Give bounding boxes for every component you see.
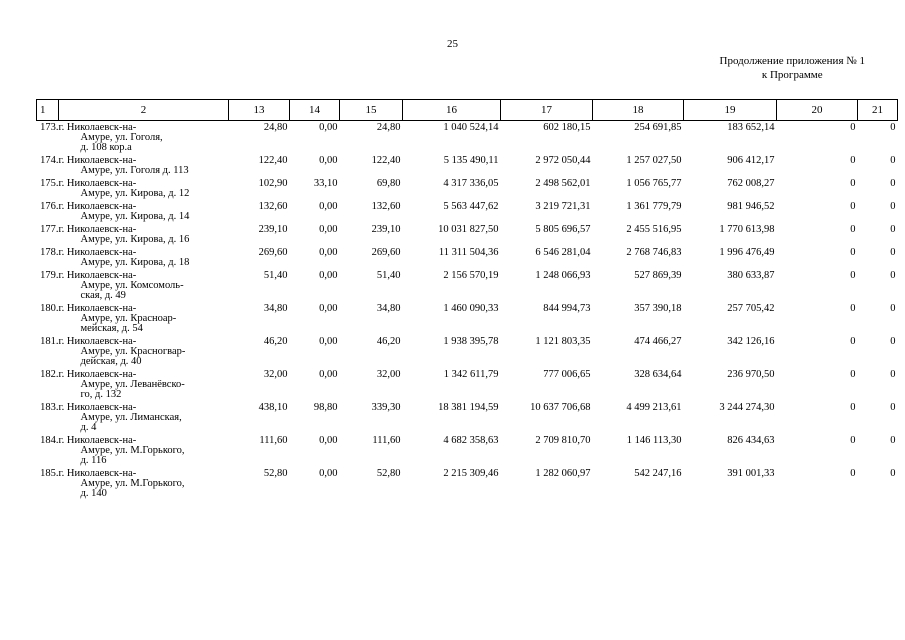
address-line: Амуре, ул. Гоголя, (80, 132, 163, 143)
table-body (37, 121, 898, 501)
cell-c14: 0,00 (319, 435, 338, 446)
address-cell (59, 200, 229, 223)
cell-c14: 0,00 (319, 303, 338, 314)
cell-c15: 111,60 (372, 435, 401, 446)
cell-c13: 52,80 (263, 468, 288, 479)
address-cell (59, 335, 229, 368)
cell-c16: 1 040 524,14 (443, 122, 499, 133)
address-line: г. Николаевск-на- (58, 178, 137, 189)
cell-c15: 269,60 (371, 247, 401, 258)
address-line: Амуре, ул. Кирова, д. 18 (80, 257, 190, 268)
cell-c13: 122,40 (258, 155, 288, 166)
cell-c19: 3 244 274,30 (719, 402, 775, 413)
cell-c20: 0 (850, 155, 856, 166)
cell-c14: 0,00 (319, 468, 338, 479)
column-header-17: 17 (501, 100, 593, 121)
cell-c18: 357 390,18 (634, 303, 682, 314)
cell-c14: 0,00 (319, 247, 338, 258)
address-line: д. 140 (80, 488, 107, 499)
row-number: 183. (40, 402, 59, 413)
cell-c16: 4 682 358,63 (443, 435, 499, 446)
address-cell (59, 302, 229, 335)
cell-c19: 257 705,42 (727, 303, 775, 314)
table-row (37, 269, 898, 302)
cell-c21: 0 (890, 122, 896, 133)
cell-c21: 0 (890, 201, 896, 212)
address-cell (59, 154, 229, 177)
cell-c13: 239,10 (258, 224, 288, 235)
table-row (37, 154, 898, 177)
cell-c18: 2 768 746,83 (626, 247, 682, 258)
cell-c15: 122,40 (371, 155, 401, 166)
cell-c20: 0 (850, 468, 856, 479)
table-row (37, 121, 898, 155)
cell-c21: 0 (890, 468, 896, 479)
cell-c15: 51,40 (376, 270, 401, 281)
address-line: г. Николаевск-на- (58, 336, 137, 347)
continuation-note (720, 54, 865, 82)
cell-c16: 1 460 090,33 (443, 303, 499, 314)
address-cell (59, 401, 229, 434)
table-row (37, 223, 898, 246)
table-row (37, 434, 898, 467)
cell-c20: 0 (850, 336, 856, 347)
cell-c15: 46,20 (376, 336, 401, 347)
row-number: 182. (40, 369, 59, 380)
table-row (37, 302, 898, 335)
row-number: 181. (40, 336, 59, 347)
cell-c18: 1 361 779,79 (626, 201, 682, 212)
cell-c13: 102,90 (258, 178, 288, 189)
address-line: Амуре, ул. Лиманская, (80, 412, 182, 423)
cell-c21: 0 (890, 247, 896, 258)
address-line: г. Николаевск-на- (58, 155, 137, 166)
cell-c20: 0 (850, 369, 856, 380)
address-cell (59, 177, 229, 200)
cell-c13: 51,40 (263, 270, 288, 281)
column-header-1: 1 (37, 100, 59, 121)
cell-c18: 1 146 113,30 (626, 435, 682, 446)
cell-c14: 0,00 (319, 201, 338, 212)
cell-c18: 254 691,85 (634, 122, 682, 133)
address-line: Амуре, ул. Красноар- (80, 313, 177, 324)
table-row (37, 467, 898, 500)
program-table (36, 99, 898, 500)
cell-c19: 342 126,16 (727, 336, 775, 347)
cell-c15: 32,00 (376, 369, 401, 380)
column-header-14: 14 (290, 100, 340, 121)
address-cell (59, 467, 229, 500)
cell-c14: 0,00 (319, 270, 338, 281)
cell-c18: 542 247,16 (634, 468, 682, 479)
cell-c18: 328 634,64 (634, 369, 682, 380)
cell-c16: 11 311 504,36 (438, 247, 499, 258)
address-line: г. Николаевск-на- (58, 369, 137, 380)
address-cell (59, 368, 229, 401)
address-line: г. Николаевск-на- (58, 224, 137, 235)
cell-c19: 236 970,50 (727, 369, 775, 380)
address-cell (59, 434, 229, 467)
cell-c16: 1 938 395,78 (443, 336, 499, 347)
cell-c18: 1 257 027,50 (626, 155, 682, 166)
column-header-2: 2 (59, 100, 229, 121)
cell-c20: 0 (850, 402, 856, 413)
cell-c19: 906 412,17 (727, 155, 775, 166)
cell-c21: 0 (890, 369, 896, 380)
cell-c21: 0 (890, 155, 896, 166)
cell-c20: 0 (850, 435, 856, 446)
cell-c19: 826 434,63 (727, 435, 775, 446)
table-row (37, 401, 898, 434)
cell-c20: 0 (850, 270, 856, 281)
cell-c13: 46,20 (263, 336, 288, 347)
cell-c15: 239,10 (371, 224, 401, 235)
cell-c18: 527 869,39 (634, 270, 682, 281)
address-line: Амуре, ул. Леванёвско- (80, 379, 185, 390)
cell-c19: 1 996 476,49 (719, 247, 775, 258)
cell-c17: 2 972 050,44 (535, 155, 591, 166)
cell-c21: 0 (890, 303, 896, 314)
cell-c17: 844 994,73 (543, 303, 591, 314)
address-line: г. Николаевск-на- (58, 201, 137, 212)
cell-c16: 18 381 194,59 (438, 402, 499, 413)
row-number: 178. (40, 247, 59, 258)
table-row (37, 200, 898, 223)
address-cell (59, 246, 229, 269)
address-line: Амуре, ул. Кирова, д. 14 (80, 211, 190, 222)
cell-c14: 98,80 (313, 402, 338, 413)
address-line: г. Николаевск-на- (58, 122, 137, 133)
column-header-16: 16 (403, 100, 501, 121)
row-number: 175. (40, 178, 59, 189)
cell-c21: 0 (890, 270, 896, 281)
cell-c14: 0,00 (319, 155, 338, 166)
cell-c21: 0 (890, 178, 896, 189)
cell-c13: 34,80 (263, 303, 288, 314)
cell-c19: 183 652,14 (727, 122, 775, 133)
cell-c13: 32,00 (263, 369, 288, 380)
address-line: д. 116 (80, 455, 107, 466)
header-row (37, 100, 898, 121)
address-line: го, д. 132 (80, 389, 122, 400)
cell-c14: 0,00 (319, 224, 338, 235)
cell-c20: 0 (850, 303, 856, 314)
address-line: г. Николаевск-на- (58, 435, 137, 446)
cell-c17: 777 006,65 (543, 369, 591, 380)
cell-c21: 0 (890, 435, 896, 446)
cell-c13: 269,60 (258, 247, 288, 258)
cell-c15: 52,80 (376, 468, 401, 479)
table-row (37, 335, 898, 368)
column-header-19: 19 (684, 100, 777, 121)
address-line: Амуре, ул. М.Горького, (80, 478, 185, 489)
address-line: ская, д. 49 (80, 290, 126, 301)
continuation-line-2: к Программе (761, 69, 823, 81)
row-number: 185. (40, 468, 59, 479)
continuation-line-1: Продолжение приложения № 1 (719, 55, 865, 67)
address-line: дейская, д. 40 (80, 356, 142, 367)
address-line: д. 108 кор.а (80, 142, 132, 153)
address-line: г. Николаевск-на- (58, 247, 137, 258)
column-header-15: 15 (340, 100, 403, 121)
cell-c17: 10 637 706,68 (530, 402, 591, 413)
address-line: г. Николаевск-на- (58, 468, 137, 479)
address-line: Амуре, ул. М.Горького, (80, 445, 185, 456)
row-number: 179. (40, 270, 59, 281)
cell-c15: 34,80 (376, 303, 401, 314)
cell-c19: 981 946,52 (727, 201, 775, 212)
table-row (37, 368, 898, 401)
column-header-21: 21 (858, 100, 898, 121)
cell-c16: 10 031 827,50 (438, 224, 499, 235)
column-header-18: 18 (593, 100, 684, 121)
address-line: мейская, д. 54 (80, 323, 143, 334)
cell-c17: 2 709 810,70 (535, 435, 591, 446)
address-line: Амуре, ул. Кирова, д. 12 (80, 188, 190, 199)
column-header-13: 13 (229, 100, 290, 121)
address-line: г. Николаевск-на- (58, 402, 137, 413)
cell-c15: 339,30 (371, 402, 401, 413)
cell-c21: 0 (890, 224, 896, 235)
address-cell (59, 223, 229, 246)
row-number: 174. (40, 155, 59, 166)
cell-c16: 5 563 447,62 (443, 201, 499, 212)
address-line: Амуре, ул. Кирова, д. 16 (80, 234, 190, 245)
cell-c18: 2 455 516,95 (626, 224, 682, 235)
cell-c19: 380 633,87 (727, 270, 775, 281)
table-row (37, 177, 898, 200)
address-line: г. Николаевск-на- (58, 270, 137, 281)
cell-c20: 0 (850, 178, 856, 189)
address-line: г. Николаевск-на- (58, 303, 137, 314)
row-number: 176. (40, 201, 59, 212)
address-line: Амуре, ул. Красногвар- (80, 346, 186, 357)
address-cell (59, 269, 229, 302)
cell-c17: 5 805 696,57 (535, 224, 591, 235)
cell-c13: 438,10 (258, 402, 288, 413)
address-line: Амуре, ул. Гоголя д. 113 (80, 165, 189, 176)
address-line: д. 4 (80, 422, 97, 433)
cell-c15: 69,80 (376, 178, 401, 189)
row-number: 180. (40, 303, 59, 314)
cell-c14: 0,00 (319, 336, 338, 347)
cell-c20: 0 (850, 201, 856, 212)
cell-c19: 1 770 613,98 (719, 224, 775, 235)
address-line: Амуре, ул. Комсомоль- (80, 280, 184, 291)
cell-c13: 132,60 (258, 201, 288, 212)
cell-c17: 1 282 060,97 (535, 468, 591, 479)
cell-c13: 111,60 (259, 435, 288, 446)
cell-c16: 5 135 490,11 (443, 155, 499, 166)
column-header-20: 20 (777, 100, 858, 121)
cell-c14: 33,10 (313, 178, 338, 189)
address-cell (59, 121, 229, 155)
cell-c21: 0 (890, 402, 896, 413)
cell-c21: 0 (890, 336, 896, 347)
cell-c16: 2 156 570,19 (443, 270, 499, 281)
cell-c14: 0,00 (319, 122, 338, 133)
cell-c17: 3 219 721,31 (535, 201, 591, 212)
cell-c20: 0 (850, 122, 856, 133)
row-number: 177. (40, 224, 59, 235)
cell-c16: 1 342 611,79 (443, 369, 499, 380)
cell-c17: 6 546 281,04 (535, 247, 591, 258)
cell-c17: 2 498 562,01 (535, 178, 591, 189)
cell-c16: 4 317 336,05 (443, 178, 499, 189)
cell-c20: 0 (850, 224, 856, 235)
cell-c15: 24,80 (376, 122, 401, 133)
cell-c18: 4 499 213,61 (626, 402, 682, 413)
cell-c20: 0 (850, 247, 856, 258)
cell-c14: 0,00 (319, 369, 338, 380)
cell-c13: 24,80 (263, 122, 288, 133)
page-number: 25 (447, 38, 458, 50)
cell-c17: 1 248 066,93 (535, 270, 591, 281)
table-row (37, 246, 898, 269)
cell-c18: 1 056 765,77 (626, 178, 682, 189)
row-number: 184. (40, 435, 59, 446)
cell-c19: 391 001,33 (727, 468, 775, 479)
cell-c19: 762 008,27 (727, 178, 775, 189)
cell-c16: 2 215 309,46 (443, 468, 499, 479)
cell-c15: 132,60 (371, 201, 401, 212)
row-number: 173. (40, 122, 59, 133)
cell-c17: 1 121 803,35 (535, 336, 591, 347)
cell-c17: 602 180,15 (543, 122, 591, 133)
cell-c18: 474 466,27 (634, 336, 682, 347)
